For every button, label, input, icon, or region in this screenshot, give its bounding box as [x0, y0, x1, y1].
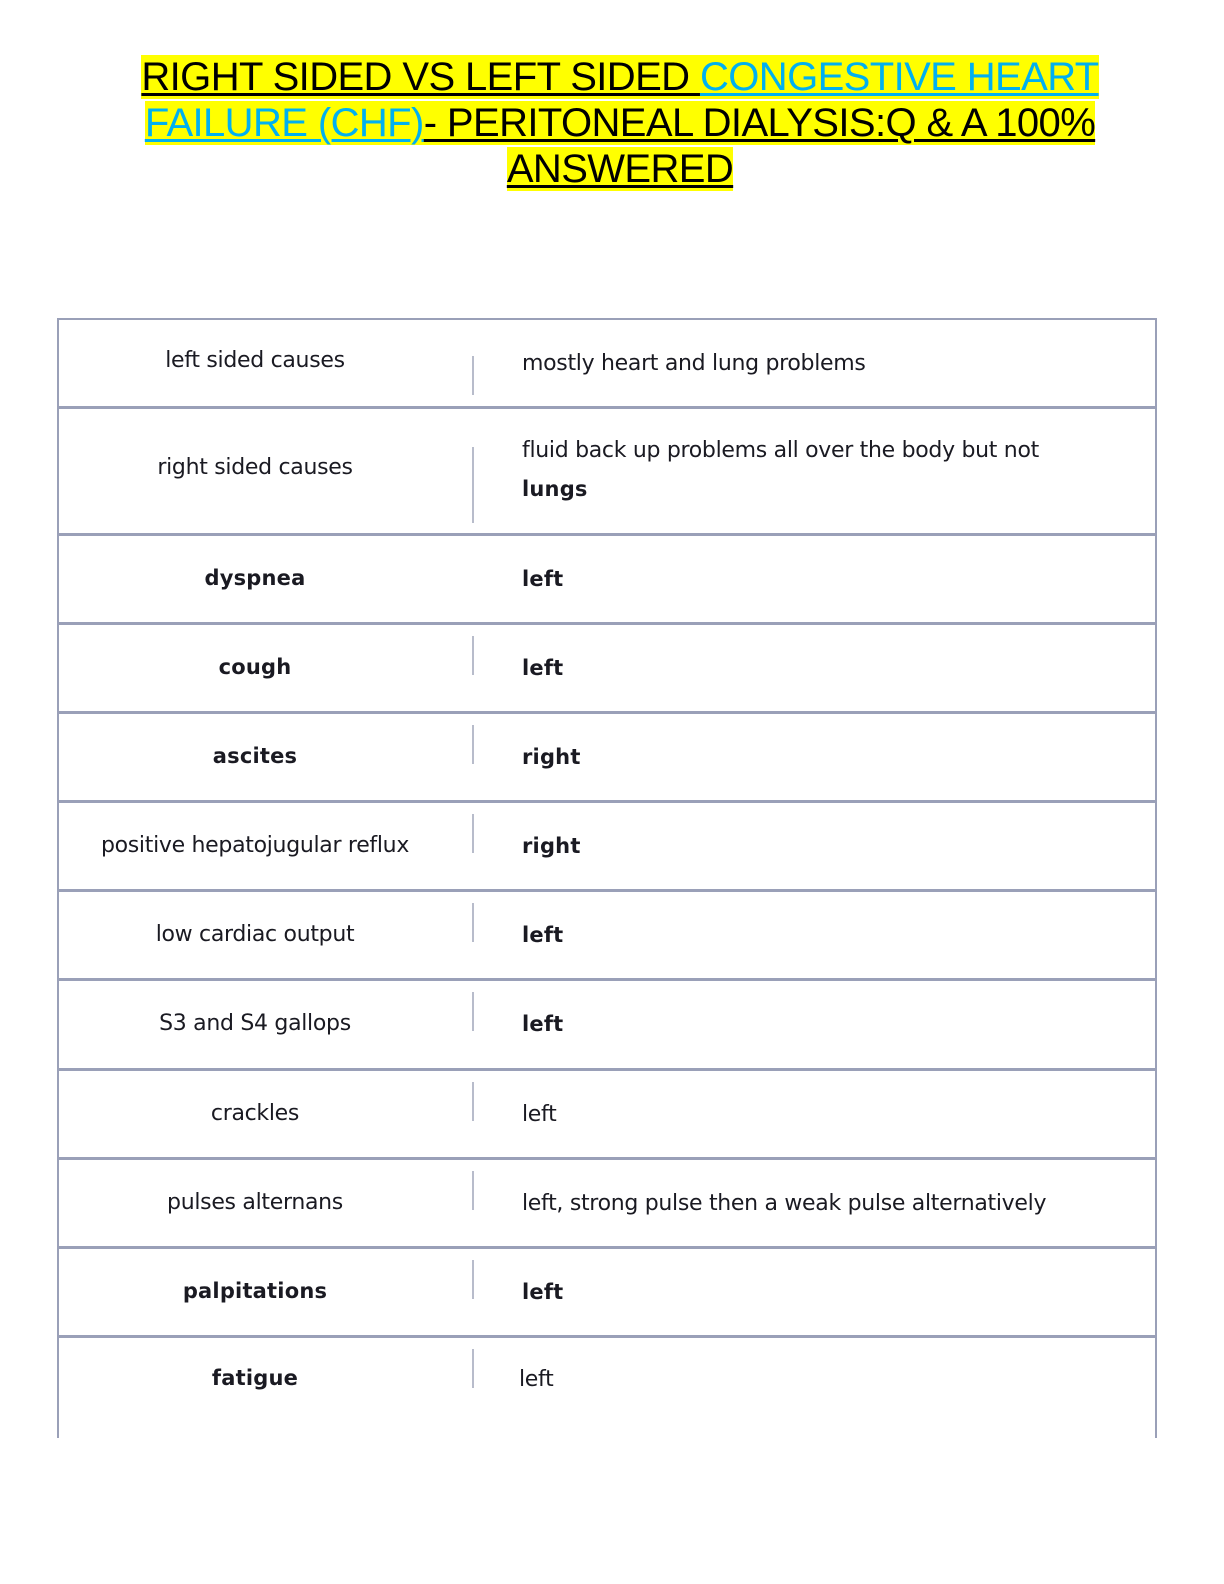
row-term: positive hepatojugular reflux	[100, 833, 410, 858]
table-row	[59, 803, 1155, 892]
table-row	[59, 1249, 1155, 1338]
qa-table	[57, 318, 1157, 1438]
definition-line-1: fluid back up problems all over the body but not	[522, 438, 1039, 463]
row-term: pulses alternans	[167, 1190, 343, 1215]
row-term: fatigue	[211, 1366, 299, 1390]
row-term: cough	[218, 655, 292, 679]
row-definition: left	[522, 1102, 557, 1127]
row-definition: mostly heart and lung problems	[522, 351, 866, 376]
column-divider	[472, 447, 474, 523]
table-row	[59, 981, 1155, 1071]
column-divider	[472, 356, 474, 395]
row-definition: left	[522, 656, 564, 680]
row-term: low cardiac output	[155, 922, 355, 947]
table-row	[59, 1160, 1155, 1249]
table-row	[59, 320, 1155, 409]
row-term: left sided causes	[165, 348, 345, 373]
row-definition: left	[522, 923, 564, 947]
table-row	[59, 892, 1155, 981]
row-term: palpitations	[182, 1279, 328, 1303]
title-segment-3: - PERITONEAL DIALYSIS:Q & A 100% ANSWERED	[423, 101, 1096, 191]
document-title	[100, 54, 1140, 192]
table-row	[59, 1071, 1155, 1160]
row-term: ascites	[212, 744, 298, 768]
column-divider	[472, 1171, 474, 1210]
row-definition: left	[522, 1280, 564, 1304]
column-divider	[472, 814, 474, 853]
column-divider	[472, 636, 474, 675]
column-divider	[472, 903, 474, 942]
table-row	[59, 409, 1155, 536]
row-term: S3 and S4 gallops	[159, 1011, 351, 1036]
row-definition: left	[522, 567, 564, 591]
title-segment-chf: CONGESTIVE HEART FAILURE (CHF)	[144, 55, 1099, 145]
title-segment-1: RIGHT SIDED VS LEFT SIDED	[141, 55, 700, 99]
table-row	[59, 1338, 1155, 1440]
row-definition: left, strong pulse then a weak pulse alternatively	[522, 1191, 1047, 1216]
column-divider	[472, 1082, 474, 1121]
column-divider	[472, 1349, 474, 1388]
row-definition	[522, 431, 1082, 509]
table-row	[59, 625, 1155, 714]
row-definition: left	[522, 1012, 564, 1036]
row-term: dyspnea	[204, 566, 306, 590]
row-term: right sided causes	[157, 455, 353, 480]
row-term: crackles	[210, 1101, 300, 1126]
column-divider	[472, 1260, 474, 1299]
row-definition: right	[522, 834, 581, 858]
row-definition: right	[522, 745, 581, 769]
row-definition: left	[519, 1367, 554, 1392]
definition-line-2: lungs	[522, 477, 588, 501]
table-row	[59, 714, 1155, 803]
column-divider	[472, 725, 474, 764]
table-row	[59, 536, 1155, 625]
column-divider	[472, 992, 474, 1031]
